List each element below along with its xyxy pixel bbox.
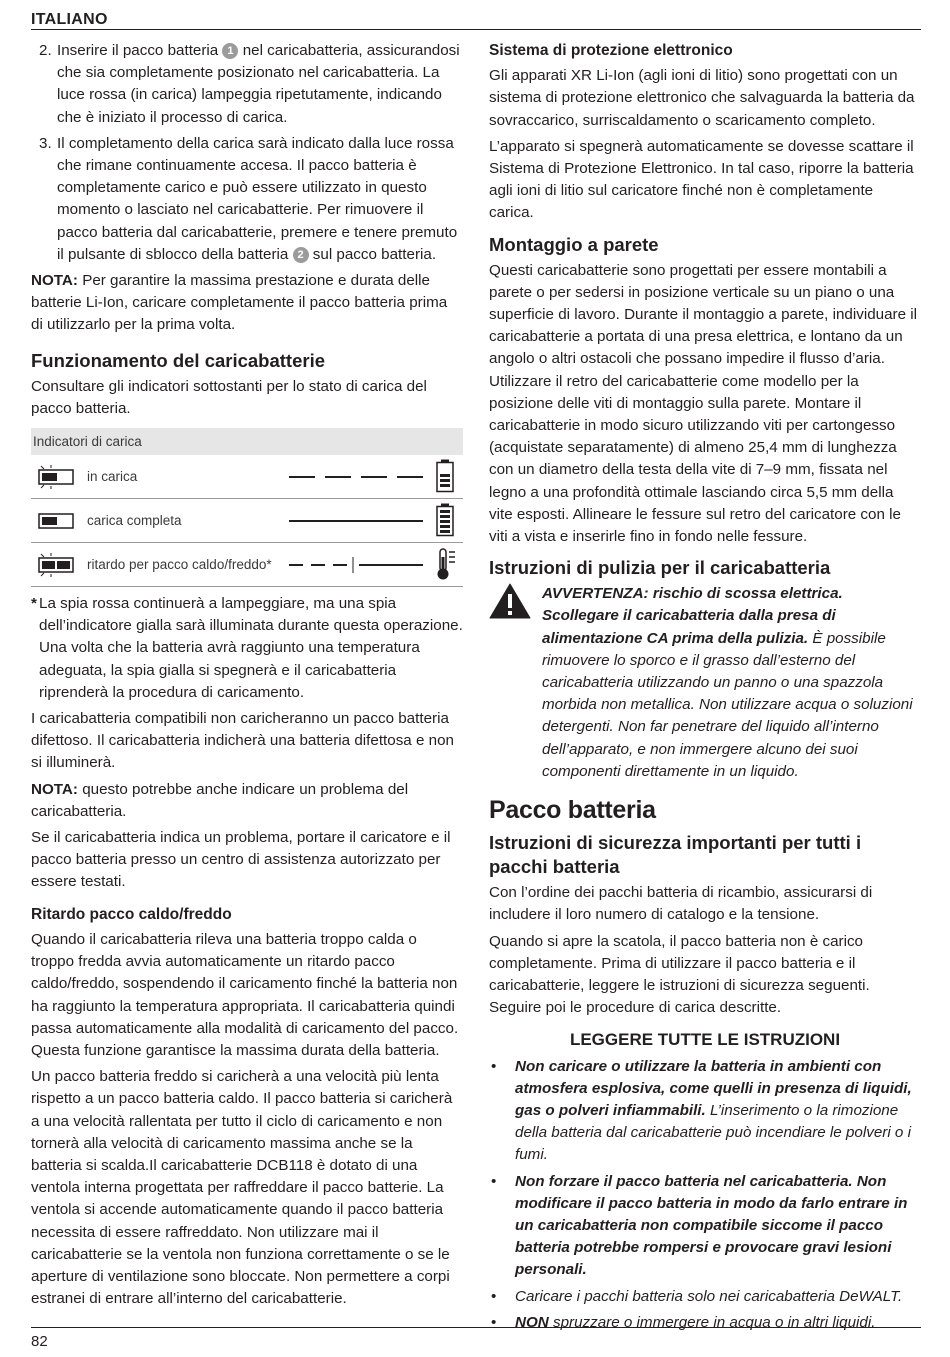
bullet-item (489, 1171, 921, 1282)
indicator-label: carica completa (87, 513, 182, 529)
bullet-dot: • (491, 1172, 497, 1190)
language-header: ITALIANO (31, 11, 108, 28)
thermometer-icon (435, 547, 457, 588)
step-3 (31, 133, 463, 266)
bullet-dot: • (491, 1057, 497, 1075)
step-number: 2. (39, 42, 52, 59)
callout-badge: 1 (222, 43, 238, 59)
paragraph: Quando si apre la scatola, il pacco batteria non è carico completamente. Prima di utilizzare il pacco batteria e il caricabatterie, leggere le istruzioni di sicurezza seguenti. Seguire poi le procedure di carica descritte. (489, 932, 870, 1017)
bullet-item (489, 1312, 921, 1334)
bullet-text: spruzzare o immergere in acqua o in altri liquidi. (548, 1313, 876, 1331)
table-header: Indicatori di carica (31, 428, 463, 455)
bullet-bold: Non caricare o utilizzare la batteria in ambienti con atmosfera esplosiva, come quelli in presenza di liquidi, gas o polveri infiammabili. (515, 1057, 912, 1119)
left-column (31, 40, 463, 1310)
section-heading: Istruzioni di sicurezza importanti per tutti i pacchi batteria (489, 832, 862, 878)
read-instructions-heading: LEGGERE TUTTE LE ISTRUZIONI (569, 1030, 841, 1050)
step-text: Inserire il pacco batteria (57, 42, 223, 59)
paragraph: Con l’ordine dei pacchi batteria di ricambio, assicurarsi di includere il loro numero di catalogo e la tensione. (489, 884, 873, 924)
dual-led-icon (37, 553, 77, 584)
table-row (31, 455, 463, 499)
warning-icon (489, 583, 531, 626)
section-heading: Montaggio a parete (489, 233, 659, 255)
footnote-text: La spia rossa continuerà a lampeggiare, ma una spia dell’indicatore gialla sarà illuminata durante questa operazione. Una volta che la batteria avrà raggiunto una temperatura adeguata, la spia gialla si spegnerà e il caricabatteria riprenderà la procedura di caricamento. (39, 595, 463, 701)
table-row (31, 499, 463, 543)
subsection-heading: Sistema di protezione elettronico (489, 42, 733, 59)
indicator-label: ritardo per pacco caldo/freddo* (87, 557, 272, 573)
note-label: NOTA: (31, 272, 78, 290)
subsection-heading: Ritardo pacco caldo/freddo (31, 905, 232, 923)
note-paragraph (31, 270, 463, 337)
warning-text: È possibile rimuovere lo sporco e il grasso dall’esterno del caricabatteria utilizzando un panno o una spazzola morbida non metallica. Non utilizzare acqua o soluzioni detergenti. Non far penetrare del liquido all’interno dell’apparato, e non immergere alcuno dei suoi componenti direttamente in un liquido. (542, 629, 913, 780)
paragraph: I caricabatteria compatibili non caricheranno un pacco batteria difettoso. Il caricabatteria indicherà una batteria difettosa e non si illuminerà. (31, 710, 454, 772)
chapter-heading: Pacco batteria (489, 796, 656, 825)
solid-led-icon (37, 509, 77, 540)
paragraph: Consultare gli indicatori sottostanti per lo stato di carica del pacco batteria. (31, 377, 427, 417)
paragraph: Un pacco batteria freddo si caricherà a una velocità più lenta rispetto a un pacco batteria caldo. Il pacco batteria si caricherà a una velocità rallentata per tutto il ciclo di caricamento e non tornerà alla velocità di caricamento massima anche se la batteria si scalda.Il caricabatterie DCB118 è dotato di una ventola interna progettata per raffreddare il pacco batterie. La ventola si accende automaticamente quando il pacco batteria necessita di essere raffreddato. Non utilizzare mai il caricabatterie se la ventola non funziona correttamente o se le aperture di ventilazione sono bloccate. Non permettere a corpi estranei di entrare all’interno del caricabatterie. (31, 1068, 453, 1308)
warning-block (489, 583, 921, 783)
table-row (31, 543, 463, 587)
page-number: 82 (31, 1333, 48, 1350)
bullet-text: Caricare i pacchi batteria solo nei caricabatteria DeWALT. (515, 1287, 903, 1305)
step-2 (31, 40, 463, 129)
step-text: Il completamento della carica sarà indicato dalla luce rossa che rimane continuamente accesa. Il pacco batteria è completamente carico e può essere utilizzato in questo momento o lasciato nel caricabatterie. Per rimuovere il pacco batteria dal caricabatterie, premere e tenere premuto il pulsante di sblocco della batteria (57, 134, 458, 263)
bullet-item (489, 1056, 921, 1167)
paragraph: Se il caricabatteria indica un problema, portare il caricatore e il pacco batteria presso un centro di assistenza autorizzato per essere testati. (31, 829, 451, 891)
header-rule (31, 29, 921, 30)
note-label: NOTA: (31, 780, 78, 798)
bullet-dot: • (491, 1287, 497, 1305)
warning-bold: AVVERTENZA: rischio di scossa elettrica. Scollegare il caricabatteria dalla presa di alimentazione CA prima della pulizia. (542, 585, 843, 647)
charge-indicator-table (31, 428, 463, 587)
bullet-item (489, 1286, 921, 1308)
indicator-label: in carica (87, 469, 138, 485)
paragraph: Quando il caricabatteria rileva una batteria troppo calda o troppo fredda avvia automaticamente un ritardo pacco caldo/freddo, sospendendo il caricamento finché la batteria non ha raggiunto la temperatura appropriata. Il caricabatteria quindi passa automaticamente alla modalità di caricamento del pacco. Questa funzione garantisce la massima durata della batteria. (31, 930, 459, 1059)
solid-signal-icon (289, 511, 425, 538)
battery-full-icon (435, 503, 455, 544)
paragraph: L’apparato si spegnerà automaticamente se dovesse scattare il Sistema di Protezione Elettronico. In tal caso, riporre la batteria agli ioni di litio sul caricatore finché non è completamente carica. (489, 137, 914, 222)
bullet-bold: NON (515, 1313, 549, 1331)
bullet-bold: Non forzare il pacco batteria nel caricabatteria. Non modificare il pacco batteria in modo da farlo entrare in un caricabatteria non compatibile siccome il pacco batteria potrebbe rompersi e provocare gravi lesioni personali. (515, 1172, 908, 1279)
section-heading: Istruzioni di pulizia per il caricabatteria (489, 557, 831, 579)
step-text: nel caricabatteria, assicurandosi che sia completamente posizionato nel caricabatteria. La luce rossa (in carica) lampeggia ripetutamente, indicando che è iniziato il processo di carica. (57, 42, 460, 126)
paragraph: Gli apparati XR Li-Ion (agli ioni di litio) sono progettati con un sistema di protezione elettronico che salvaguarda la batteria da sovraccarico, surriscaldamento o scaricamento completo. (489, 67, 915, 129)
section-heading: Funzionamento del caricabatterie (31, 349, 326, 371)
callout-badge: 2 (293, 247, 309, 263)
bullet-text: L’inserimento o la rimozione della batteria dal caricabatterie può incendiare le polveri o i fumi. (515, 1101, 911, 1164)
bullet-dot: • (491, 1313, 497, 1331)
footnote-star: * (31, 595, 37, 613)
step-number: 3. (39, 134, 52, 152)
battery-charging-icon (435, 459, 455, 500)
note-paragraph (31, 779, 463, 823)
blinking-signal-icon (289, 467, 425, 494)
right-column (489, 40, 921, 1338)
blinking-led-icon (37, 465, 77, 496)
footer-rule (31, 1327, 921, 1328)
delay-signal-icon (289, 555, 425, 582)
step-text: sul pacco batteria. (308, 245, 437, 263)
note-text: Per garantire la massima prestazione e durata delle batterie Li-Ion, caricare completamente il pacco batteria prima di utilizzarlo per la prima volta. (31, 272, 448, 334)
note-text: questo potrebbe anche indicare un problema del caricabatteria. (31, 780, 409, 820)
footnote (31, 593, 463, 704)
paragraph: Questi caricabatterie sono progettati per essere montabili a parete o per sedersi in posizione verticale su un piano o una superficie di lavoro. Durante il montaggio a parete, individuare il caricabatterie a portata di una presa elettrica, e lontano da un angolo o altri ostacoli che possano impedire il flusso d’aria. Utilizzare il retro del caricabatterie come modello per la posizione delle viti di montaggio sulla parete. Montare il caricabatterie in modo sicuro utilizzando viti per cartongesso (acquistate separatamente) di almeno 25,4 mm di lunghezza con un diametro della testa della vite di 7–9 mm, fissata nel legno a una profondità ottimale lasciando circa 5,5 mm della vite esposti. Allineare le fessure sul retro del caricatore con le viti a vista e inserirle fino in fondo nelle fessure. (489, 261, 918, 546)
